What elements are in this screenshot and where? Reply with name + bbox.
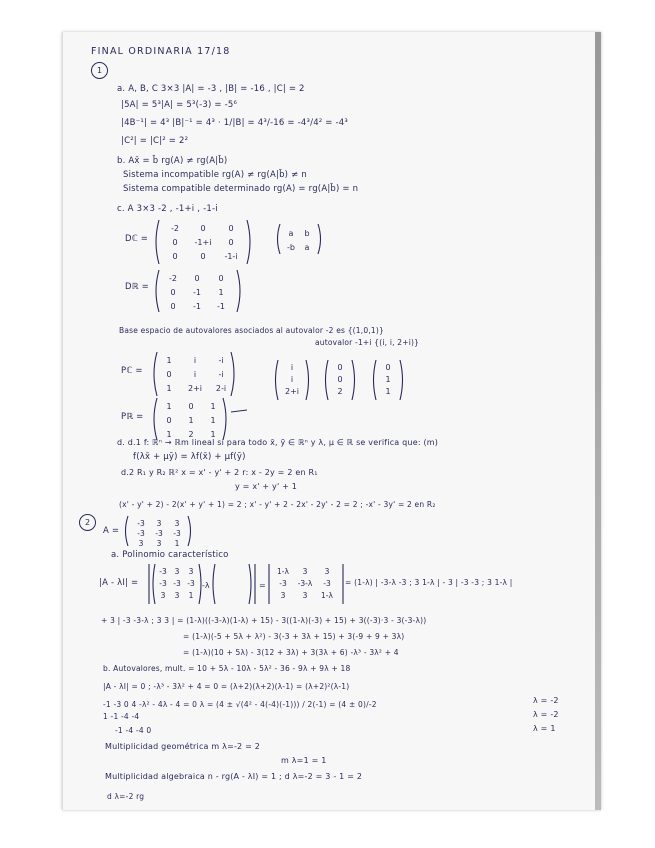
line-e7: = (1-λ)(10 + 5λ) - 3(12 + 3λ) + 3(3λ + 6) -λ³ - 3λ² + 4: [183, 648, 399, 657]
vector-1-cell: i: [290, 363, 294, 372]
line-d1: d. d.1 f: ℝⁿ → ℝm lineal si para todo x̄, ȳ ∈ ℝⁿ y λ, μ ∈ ℝ se verifica que: (m): [117, 438, 439, 447]
label-pr: Pℝ =: [121, 412, 144, 422]
matrix-a-det-cell: -3: [173, 579, 181, 588]
matrix-pr-cell: 1: [210, 430, 216, 439]
matrix-pc-cell: i: [193, 370, 197, 379]
matrix-a-minus-lambda-cell: -3: [279, 579, 287, 588]
det-lambda-expansion: [147, 560, 347, 610]
matrix-pc-cell: 0: [166, 370, 172, 379]
matrix-dr-cell: 0: [170, 302, 176, 311]
matrix-a-cell: 3: [156, 539, 162, 548]
matrix-a-minus-lambda-cell: 3: [324, 567, 330, 576]
matrix-ab-cell: -b: [287, 243, 295, 252]
matrix-pr-cell: 0: [166, 416, 172, 425]
line-d5: (x' - y' + 2) - 2(x' + y' + 1) = 2 ; x' - y' + 2 - 2x' - 2y' - 2 = 2 ; -x' - 3y' = 2 en R₂: [119, 500, 436, 509]
line-e2: a. Polinomio característico: [111, 550, 229, 560]
matrix-dc: [153, 218, 253, 266]
matrix-pr-cell: 1: [210, 416, 216, 425]
line-d2: f(λx̄ + μȳ) = λf(x̄) + μf(ȳ): [133, 452, 246, 462]
matrix-pc: [151, 350, 237, 398]
matrix-dc-cell: 0: [228, 224, 234, 233]
line-e12: -1 -4 -4 0: [115, 726, 152, 735]
vector-1-cell: i: [290, 375, 294, 384]
matrix-dc-cell: 0: [200, 224, 206, 233]
matrix-a-cell: 3: [156, 519, 162, 528]
matrix-dc-cell: 0: [172, 252, 178, 261]
line-a4: |C²| = |C|² = 2²: [121, 136, 189, 146]
line-c5: autovalor -1+i {(i, i, 2+i)}: [315, 338, 420, 347]
matrix-a-minus-lambda-cell: 1-λ: [321, 591, 333, 600]
matrix-a-cell: 3: [174, 519, 180, 528]
line-e19: d λ=-2 rg: [107, 792, 145, 801]
line-e6: = (1-λ)(-5 + 5λ + λ²) - 3(-3 + 3λ + 15) + 3(-9 + 9 + 3λ): [183, 632, 405, 641]
line-e5: + 3 | -3 -3-λ ; 3 3 | = (1-λ)((-3-λ)(1-λ) + 15) - 3((1-λ)(-3) + 15) + 3((-3)·3 - 3(-3-λ)): [101, 616, 427, 625]
matrix-pr-cell: 2: [188, 430, 194, 439]
matrix-pr-cell: 1: [166, 402, 172, 411]
eigenvalue-2: λ = -2: [533, 710, 559, 719]
matrix-a-det-cell: -3: [187, 579, 195, 588]
matrix-a-cell: -3: [173, 529, 181, 538]
matrix-pr-cell: 1: [210, 402, 216, 411]
matrix-a-minus-lambda-cell: 3: [302, 567, 308, 576]
exam-title: FINAL ORDINARIA 17/18: [91, 46, 231, 57]
line-c4: Base espacio de autovalores asociados al autovalor -2 es {(1,0,1)}: [119, 326, 384, 335]
matrix-a-cell: 1: [174, 539, 180, 548]
vector-1-cell: 2+i: [284, 387, 300, 396]
matrix-a-det-cell: 3: [174, 591, 180, 600]
matrix-dr: [153, 268, 243, 314]
matrix-a-minus-lambda-cell: 3: [302, 591, 308, 600]
line-e10: -1 -3 0 4 -λ² - 4λ - 4 = 0 λ = (4 ± √(4² - 4(-4)(-1))) / 2(-1) = (4 ± 0)/-2: [103, 700, 377, 709]
line-b1: b. Ax̄ = b̄ rg(A) ≠ rg(A|b̄): [117, 156, 228, 166]
matrix-a-det-cell: -3: [159, 579, 167, 588]
matrix-dc-cell: 0: [200, 252, 206, 261]
eigenvalue-1: λ = -2: [533, 696, 559, 705]
matrix-pc-cell: 2+i: [187, 384, 203, 393]
matrix-ab-cell: a: [304, 243, 310, 252]
matrix-a-det-cell: -3: [159, 567, 167, 576]
line-e11: 1 -1 -4 -4: [103, 712, 140, 721]
label-dc: Dℂ =: [125, 234, 149, 244]
matrix-dr-cell: 0: [218, 274, 224, 283]
eigenvalue-3: λ = 1: [533, 724, 556, 733]
matrix-pc-cell: i: [193, 356, 197, 365]
matrix-dc-cell: 0: [228, 238, 234, 247]
label-dr: Dℝ =: [125, 282, 149, 292]
line-e4: = (1-λ) | -3-λ -3 ; 3 1-λ | - 3 | -3 -3 ; 3 1-λ |: [345, 578, 513, 587]
line-e17: m λ=1 = 1: [281, 756, 327, 765]
line-d3: d.2 R₁ y R₂ ℝ² x = x' - y' + 2 r: x - 2y = 2 en R₁: [121, 468, 318, 477]
scanned-page: [62, 32, 601, 810]
line-b2: Sistema incompatible rg(A) ≠ rg(A|b̄) ≠ n: [123, 170, 307, 180]
matrix-a-cell: -3: [155, 529, 163, 538]
vector-3-cell: 1: [385, 375, 391, 384]
line-a1: a. A, B, C 3×3 |A| = -3 , |B| = -16 , |C| = 2: [117, 84, 305, 94]
matrix-dr-cell: -1: [193, 288, 201, 297]
matrix-pc-cell: -i: [218, 370, 224, 379]
matrix-a-minus-lambda-cell: -3: [323, 579, 331, 588]
matrix-dr-cell: 0: [194, 274, 200, 283]
matrix-a-det-cell: 1: [188, 591, 194, 600]
vector-3-cell: 1: [385, 387, 391, 396]
matrix-a: [123, 514, 193, 548]
matrix-a-cell: -3: [137, 529, 145, 538]
matrix-pc-cell: 1: [166, 356, 172, 365]
matrix-dr-cell: 0: [170, 288, 176, 297]
question-1-marker: 1: [91, 62, 108, 79]
line-b3: Sistema compatible determinado rg(A) = rg(A|b̄) = n: [123, 184, 359, 194]
matrix-dc-cell: 0: [172, 238, 178, 247]
vector-2-cell: 0: [337, 363, 343, 372]
label-a: A =: [103, 526, 120, 536]
matrix-pc-cell: -i: [218, 356, 224, 365]
matrix-ab-cell: a: [288, 229, 294, 238]
matrix-a-minus-lambda-cell: 3: [280, 591, 286, 600]
matrix-pc-cell: 2-i: [215, 384, 227, 393]
line-d4: y = x' + y' + 1: [235, 482, 298, 491]
label-pc: Pℂ =: [121, 366, 143, 376]
matrix-ab: [275, 222, 323, 256]
page-edge: [595, 32, 601, 810]
matrix-pr-cell: 1: [188, 416, 194, 425]
svg-text:-λ: -λ: [202, 581, 210, 590]
question-2-marker: 2: [79, 514, 96, 531]
matrix-pc-cell: 1: [166, 384, 172, 393]
label-det: |A - λI| =: [99, 578, 139, 588]
matrix-pr-cell: 0: [188, 402, 194, 411]
vector-2-cell: 0: [337, 375, 343, 384]
line-a3: |4B⁻¹| = 4³ |B|⁻¹ = 4³ · 1/|B| = 4³/-16 = -4³/4² = -4³: [121, 118, 349, 128]
line-e9: |A - λI| = 0 ; -λ³ - 3λ² + 4 = 0 = (λ+2)(λ+2)(λ-1) = (λ+2)²(λ-1): [103, 682, 350, 691]
matrix-pr-cell: 1: [166, 430, 172, 439]
matrix-a-minus-lambda-cell: -3-λ: [297, 579, 313, 588]
matrix-dr-cell: 1: [218, 288, 224, 297]
matrix-dc-cell: -1-i: [224, 252, 238, 261]
matrix-a-det-cell: 3: [188, 567, 194, 576]
matrix-dr-cell: -1: [217, 302, 225, 311]
line-e16: Multiplicidad geométrica m λ=-2 = 2: [105, 742, 261, 751]
line-e8: b. Autovalores, mult. = 10 + 5λ - 10λ - 5λ² - 36 - 9λ + 9λ + 18: [103, 664, 351, 673]
matrix-dc-cell: -1+i: [194, 238, 212, 247]
matrix-a-det-cell: 3: [174, 567, 180, 576]
matrix-ab-cell: b: [304, 229, 310, 238]
matrix-pr: [151, 396, 251, 442]
line-a2: |5A| = 5³|A| = 5³(-3) = -5⁶: [121, 100, 238, 110]
eigen-vectors: [273, 358, 413, 404]
matrix-a-cell: -3: [137, 519, 145, 528]
matrix-a-det-cell: 3: [160, 591, 166, 600]
vector-2-cell: 2: [337, 387, 343, 396]
matrix-a-cell: 3: [138, 539, 144, 548]
line-e18: Multiplicidad algebraica n - rg(A - λI) = 1 ; d λ=-2 = 3 - 1 = 2: [105, 772, 363, 781]
matrix-dc-cell: -2: [171, 224, 179, 233]
svg-text:=: =: [259, 581, 266, 590]
vector-3-cell: 0: [385, 363, 391, 372]
matrix-dr-cell: -1: [193, 302, 201, 311]
line-c1: c. A 3×3 -2 , -1+i , -1-i: [117, 204, 218, 214]
matrix-dr-cell: -2: [169, 274, 177, 283]
matrix-a-minus-lambda-cell: 1-λ: [277, 567, 289, 576]
